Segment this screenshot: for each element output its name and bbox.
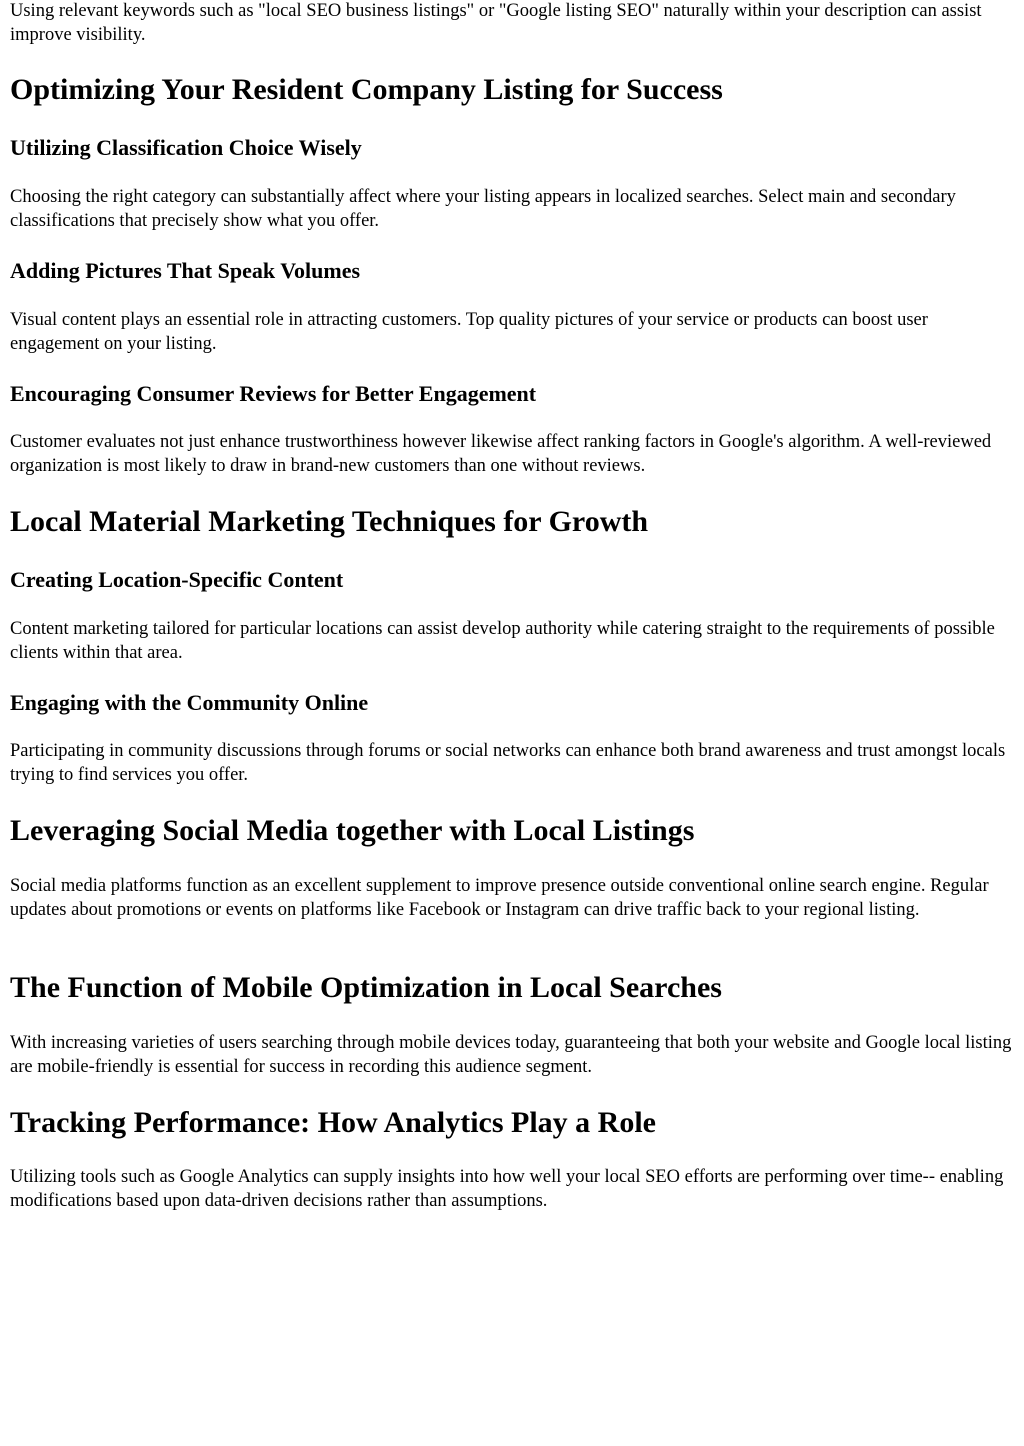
paragraph-consumer-reviews: Customer evaluates not just enhance trustworthiness however likewise affect ranking factors in Google's algorithm. A well-reviewed organization is most likely to draw in brand-new customers than one without reviews.: [10, 432, 992, 476]
paragraph-tracking-performance: Utilizing tools such as Google Analytics can supply insights into how well your local SEO efforts are performing over time-- enabling modifications based upon data-driven decisions rather than assumptions.: [10, 1167, 1004, 1211]
paragraph-classification-choice: Choosing the right category can substantially affect where your listing appears in localized searches. Select main and secondary classifications that precisely show what you offer.: [10, 187, 956, 231]
section-heading-mobile-optimization: The Function of Mobile Optimization in Local Searches: [10, 971, 722, 1004]
subheading-consumer-reviews: Encouraging Consumer Reviews for Better Engagement: [10, 381, 537, 406]
paragraph-mobile-optimization: With increasing varieties of users searching through mobile devices today, guaranteeing that both your website and Google local listing are mobile-friendly is essential for success in recording this audience segment.: [10, 1033, 1012, 1077]
paragraph-adding-pictures: Visual content plays an essential role in attracting customers. Top quality pictures of your service or products can boost user engagement on your listing.: [10, 310, 928, 354]
subheading-location-specific: Creating Location-Specific Content: [10, 567, 344, 592]
section-heading-local-material: Local Material Marketing Techniques for Growth: [10, 505, 649, 538]
subheading-community-online: Engaging with the Community Online: [10, 690, 369, 715]
section-heading-tracking-performance: Tracking Performance: How Analytics Play a Role: [10, 1106, 656, 1139]
section-heading-social-media: Leveraging Social Media together with Local Listings: [10, 814, 695, 847]
paragraph-community-online: Participating in community discussions through forums or social networks can enhance both brand awareness and trust amongst locals trying to find services you offer.: [10, 741, 1006, 785]
intro-paragraph: Using relevant keywords such as "local SEO business listings" or "Google listing SEO" naturally within your description can assist improve visibility.: [10, 1, 982, 45]
subheading-classification-choice: Utilizing Classification Choice Wisely: [10, 135, 362, 160]
paragraph-social-media: Social media platforms function as an excellent supplement to improve presence outside conventional online search engine. Regular updates about promotions or events on platforms like Facebook or Instagram can drive traffic back to your regional listing.: [10, 876, 989, 920]
paragraph-location-specific: Content marketing tailored for particular locations can assist develop authority while catering straight to the requirements of possible clients within that area.: [10, 619, 995, 663]
section-heading-optimizing-listing: Optimizing Your Resident Company Listing for Success: [10, 73, 723, 106]
subheading-adding-pictures: Adding Pictures That Speak Volumes: [10, 258, 361, 283]
